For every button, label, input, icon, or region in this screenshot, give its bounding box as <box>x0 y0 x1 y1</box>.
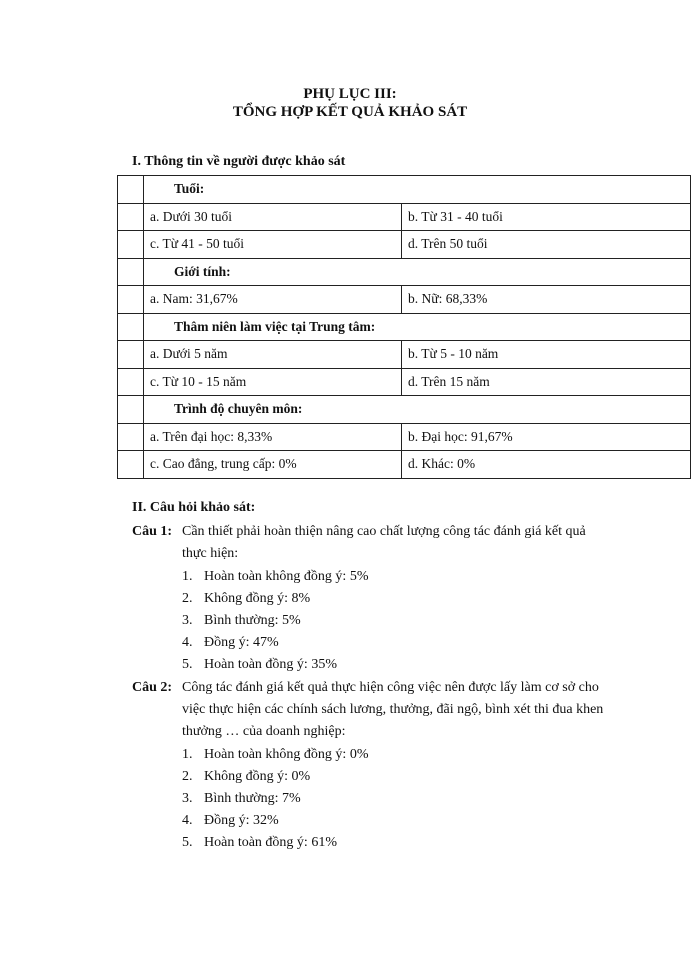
respondent-info-table <box>117 175 691 479</box>
question-label: Câu 1: <box>132 524 173 539</box>
appendix-title: PHỤ LỤC III: <box>303 86 397 102</box>
group-label-education: Trình độ chuyên môn: <box>144 396 691 424</box>
table-cell: b. Nữ: 68,33% <box>402 286 691 314</box>
list-item: 5. Hoàn toàn đồng ý: 35% <box>182 657 337 672</box>
table-row <box>118 231 691 259</box>
table-cell: d. Trên 15 năm <box>402 368 691 396</box>
table-cell: a. Trên đại học: 8,33% <box>144 423 402 451</box>
list-item: 1. Hoàn toàn không đồng ý: 0% <box>182 747 369 762</box>
table-row <box>118 203 691 231</box>
list-item: 3. Bình thường: 5% <box>182 613 301 628</box>
group-header-row <box>118 258 691 286</box>
table-row <box>118 368 691 396</box>
document-title: TỔNG HỢP KẾT QUẢ KHẢO SÁT <box>232 104 468 120</box>
table-cell: b. Từ 5 - 10 năm <box>402 341 691 369</box>
group-header-row <box>118 313 691 341</box>
table-cell: d. Trên 50 tuổi <box>402 231 691 259</box>
table-cell: c. Cao đẳng, trung cấp: 0% <box>144 451 402 479</box>
section-2-heading: II. Câu hỏi khảo sát: <box>132 500 256 515</box>
list-item: 2. Không đồng ý: 8% <box>182 591 311 606</box>
table-cell: c. Từ 10 - 15 năm <box>144 368 402 396</box>
list-item: 1. Hoàn toàn không đồng ý: 5% <box>182 569 369 584</box>
list-item: 2. Không đồng ý: 0% <box>182 769 311 784</box>
group-header-row <box>118 396 691 424</box>
table-row <box>118 451 691 479</box>
group-label-seniority: Thâm niên làm việc tại Trung tâm: <box>144 313 691 341</box>
table-cell: a. Nam: 31,67% <box>144 286 402 314</box>
section-1-heading: I. Thông tin về người được khảo sát <box>132 154 346 169</box>
table-cell: b. Từ 31 - 40 tuổi <box>402 203 691 231</box>
question-label: Câu 2: <box>132 680 173 695</box>
table-row <box>118 423 691 451</box>
group-label-gender: Giới tính: <box>144 258 691 286</box>
answer-list <box>182 566 612 676</box>
answer-list <box>182 744 612 854</box>
table-cell: a. Dưới 30 tuổi <box>144 203 402 231</box>
question-2 <box>132 677 612 854</box>
group-label-age: Tuổi: <box>144 176 691 204</box>
table-row <box>118 341 691 369</box>
table-cell: d. Khác: 0% <box>402 451 691 479</box>
table-cell: c. Từ 41 - 50 tuổi <box>144 231 402 259</box>
table-row <box>118 286 691 314</box>
table-cell: b. Đại học: 91,67% <box>402 423 691 451</box>
table-cell: a. Dưới 5 năm <box>144 341 402 369</box>
question-1 <box>132 521 612 676</box>
list-item: 4. Đồng ý: 32% <box>182 813 279 828</box>
list-item: 3. Bình thường: 7% <box>182 791 301 806</box>
group-header-row <box>118 176 691 204</box>
list-item: 5. Hoàn toàn đồng ý: 61% <box>182 835 337 850</box>
question-text: Công tác đánh giá kết quả thực hiện công việc nên được lấy làm cơ sở cho việc thực hiện các chính sách lương, thưởng, đãi ngộ, bình xét thi đua khen thưởng … của doanh nghiệp: <box>182 680 604 739</box>
list-item: 4. Đồng ý: 47% <box>182 635 279 650</box>
question-text: Cần thiết phải hoàn thiện nâng cao chất lượng công tác đánh giá kết quả thực hiện: <box>182 524 586 561</box>
